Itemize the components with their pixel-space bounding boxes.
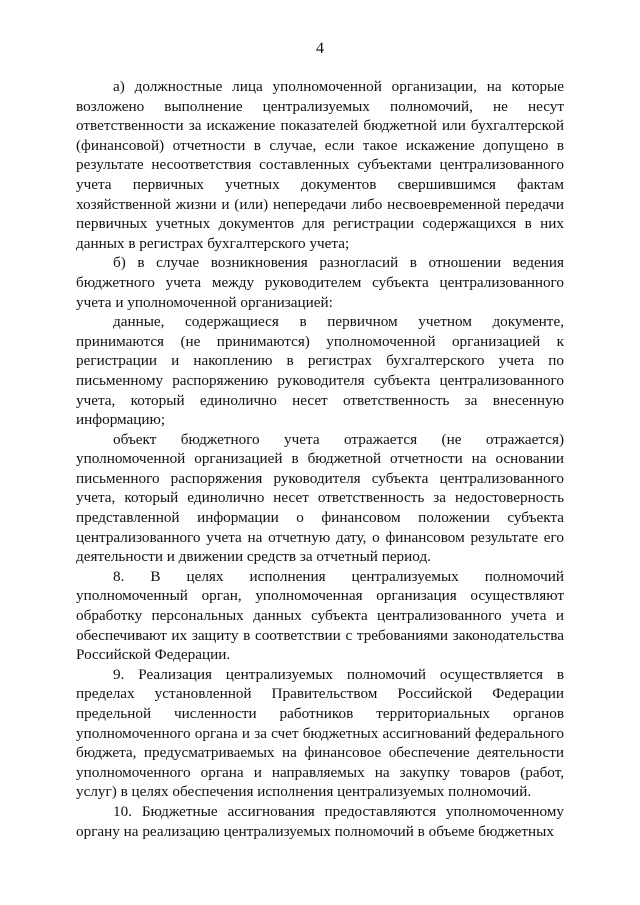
paragraph-9: 9. Реализация централизуемых полномочий осуществляется в пределах установленной Правительством Российской Федерации предельной численности работников территориальных органов уполномоченного органа и за счет бюджетных ассигнований федерального бюджета, предусматриваемых на финансовое обеспечение деятельности уполномоченного органа и направляемых на закупку товаров (работ, услуг) в целях обеспечения исполнения централизуемых полномочий. (76, 665, 564, 801)
page-number: 4 (316, 40, 324, 57)
document-body (76, 77, 564, 841)
paragraph-b-object: объект бюджетного учета отражается (не отражается) уполномоченной организацией в бюджетной отчетности на основании письменного распоряжения руководителя субъекта централизованного учета, который единолично несет ответственность за недостоверность представленной информации о финансовом положении субъекта централизованного учета на отчетную дату, о финансовом результате его деятельности и движении средств за отчетный период. (76, 430, 564, 566)
paragraph-b: б) в случае возникновения разногласий в отношении ведения бюджетного учета между руководителем субъекта централизованного учета и уполномоченной организацией: (76, 254, 564, 311)
paragraph-b-data: данные, содержащиеся в первичном учетном документе, принимаются (не принимаются) уполномоченной организацией к регистрации и накоплению в регистрах бухгалтерского учета по письменному распоряжению руководителя субъекта централизованного учета, который единолично несет ответственность за внесенную информацию; (76, 313, 564, 429)
paragraph-8: 8. В целях исполнения централизуемых полномочий уполномоченный орган, уполномоченная организация осуществляют обработку персональных данных субъекта централизованного учета и обеспечивают их защиту в соответствии с требованиями законодательства Российской Федерации. (76, 567, 564, 664)
paragraph-10: 10. Бюджетные ассигнования предоставляются уполномоченному органу на реализацию централизуемых полномочий в объеме бюджетных (76, 802, 564, 840)
paragraph-a: а) должностные лица уполномоченной организации, на которые возложено выполнение централизуемых полномочий, не несут ответственности за искажение показателей бюджетной или бухгалтерской (финансовой) отчетности в случае, если такое искажение допущено в результате несоответствия составленных субъектами централизованного учета первичных учетных документов свершившимся фактам хозяйственной жизни и (или) непередачи либо несвоевременной передачи первичных учетных документов для регистрации содержащихся в них данных в регистрах бухгалтерского учета; (76, 78, 564, 252)
